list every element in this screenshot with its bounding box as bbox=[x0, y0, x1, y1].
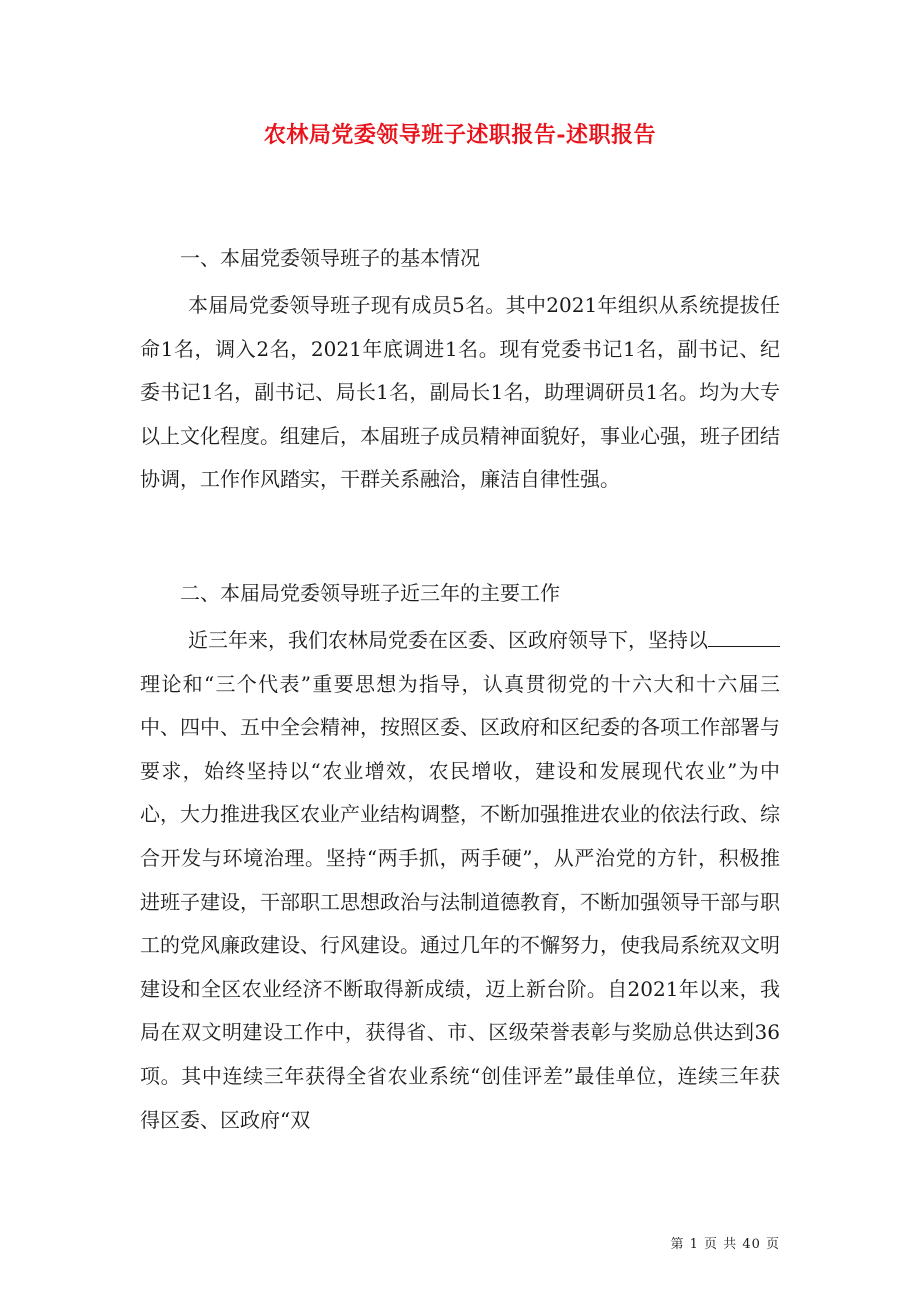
section-body-basic-situation bbox=[140, 284, 780, 502]
blank-fill-line bbox=[708, 628, 780, 647]
paragraph-main-work-part2: 理论和“三个代表”重要思想为指导，认真贯彻党的十六大和十六届三中、四中、五中全会精神，按照区委、区政府和区纪委的各项工作部署与要求，始终坚持以“农业增效，农民增收，建设和发展现代农业”为中心，大力推进我区农业产业结构调整，不断加强推进农业的依法行政、综合开发与环境治理。坚持“两手抓，两手硬”，从严治党的方针，积极推进班子建设，干部职工思想政治与法制道德教育，不断加强领导干部与职工的党风廉政建设、行风建设。通过几年的不懈努力，使我局系统双文明建设和全区农业经济不断取得新成绩，迈上新台阶。自2021年以来，我局在双文明建设工作中，获得省、市、区级荣誉表彰与奖励总供达到36项。其中连续三年获得全省农业系统“创佳评差”最佳单位，连续三年获得区委、区政府“双 bbox=[140, 671, 780, 1132]
section-heading-basic-situation: 一、本届党委领导班子的基本情况 bbox=[180, 246, 480, 270]
paragraph-main-work bbox=[140, 619, 780, 1142]
section-body-main-work bbox=[140, 619, 780, 1142]
page-number-footer: 第 1 页 共 40 页 bbox=[670, 1237, 780, 1252]
paragraph-main-work-part1: 近三年来，我们农林局党委在区委、区政府领导下，坚持以 bbox=[188, 628, 708, 652]
section-heading-main-work: 二、本届局党委领导班子近三年的主要工作 bbox=[180, 581, 560, 605]
document-title: 农林局党委领导班子述职报告-述职报告 bbox=[263, 122, 657, 148]
paragraph-basic-situation: 本届局党委领导班子现有成员5名。其中2021年组织从系统提拔任命1名，调入2名，2021年底调进1名。现有党委书记1名，副书记、纪委书记1名，副书记、局长1名，副局长1名，助理调研员1名。均为大专以上文化程度。组建后，本届班子成员精神面貌好，事业心强，班子团结协调，工作作风踏实，干群关系融洽，廉洁自律性强。 bbox=[140, 293, 780, 492]
